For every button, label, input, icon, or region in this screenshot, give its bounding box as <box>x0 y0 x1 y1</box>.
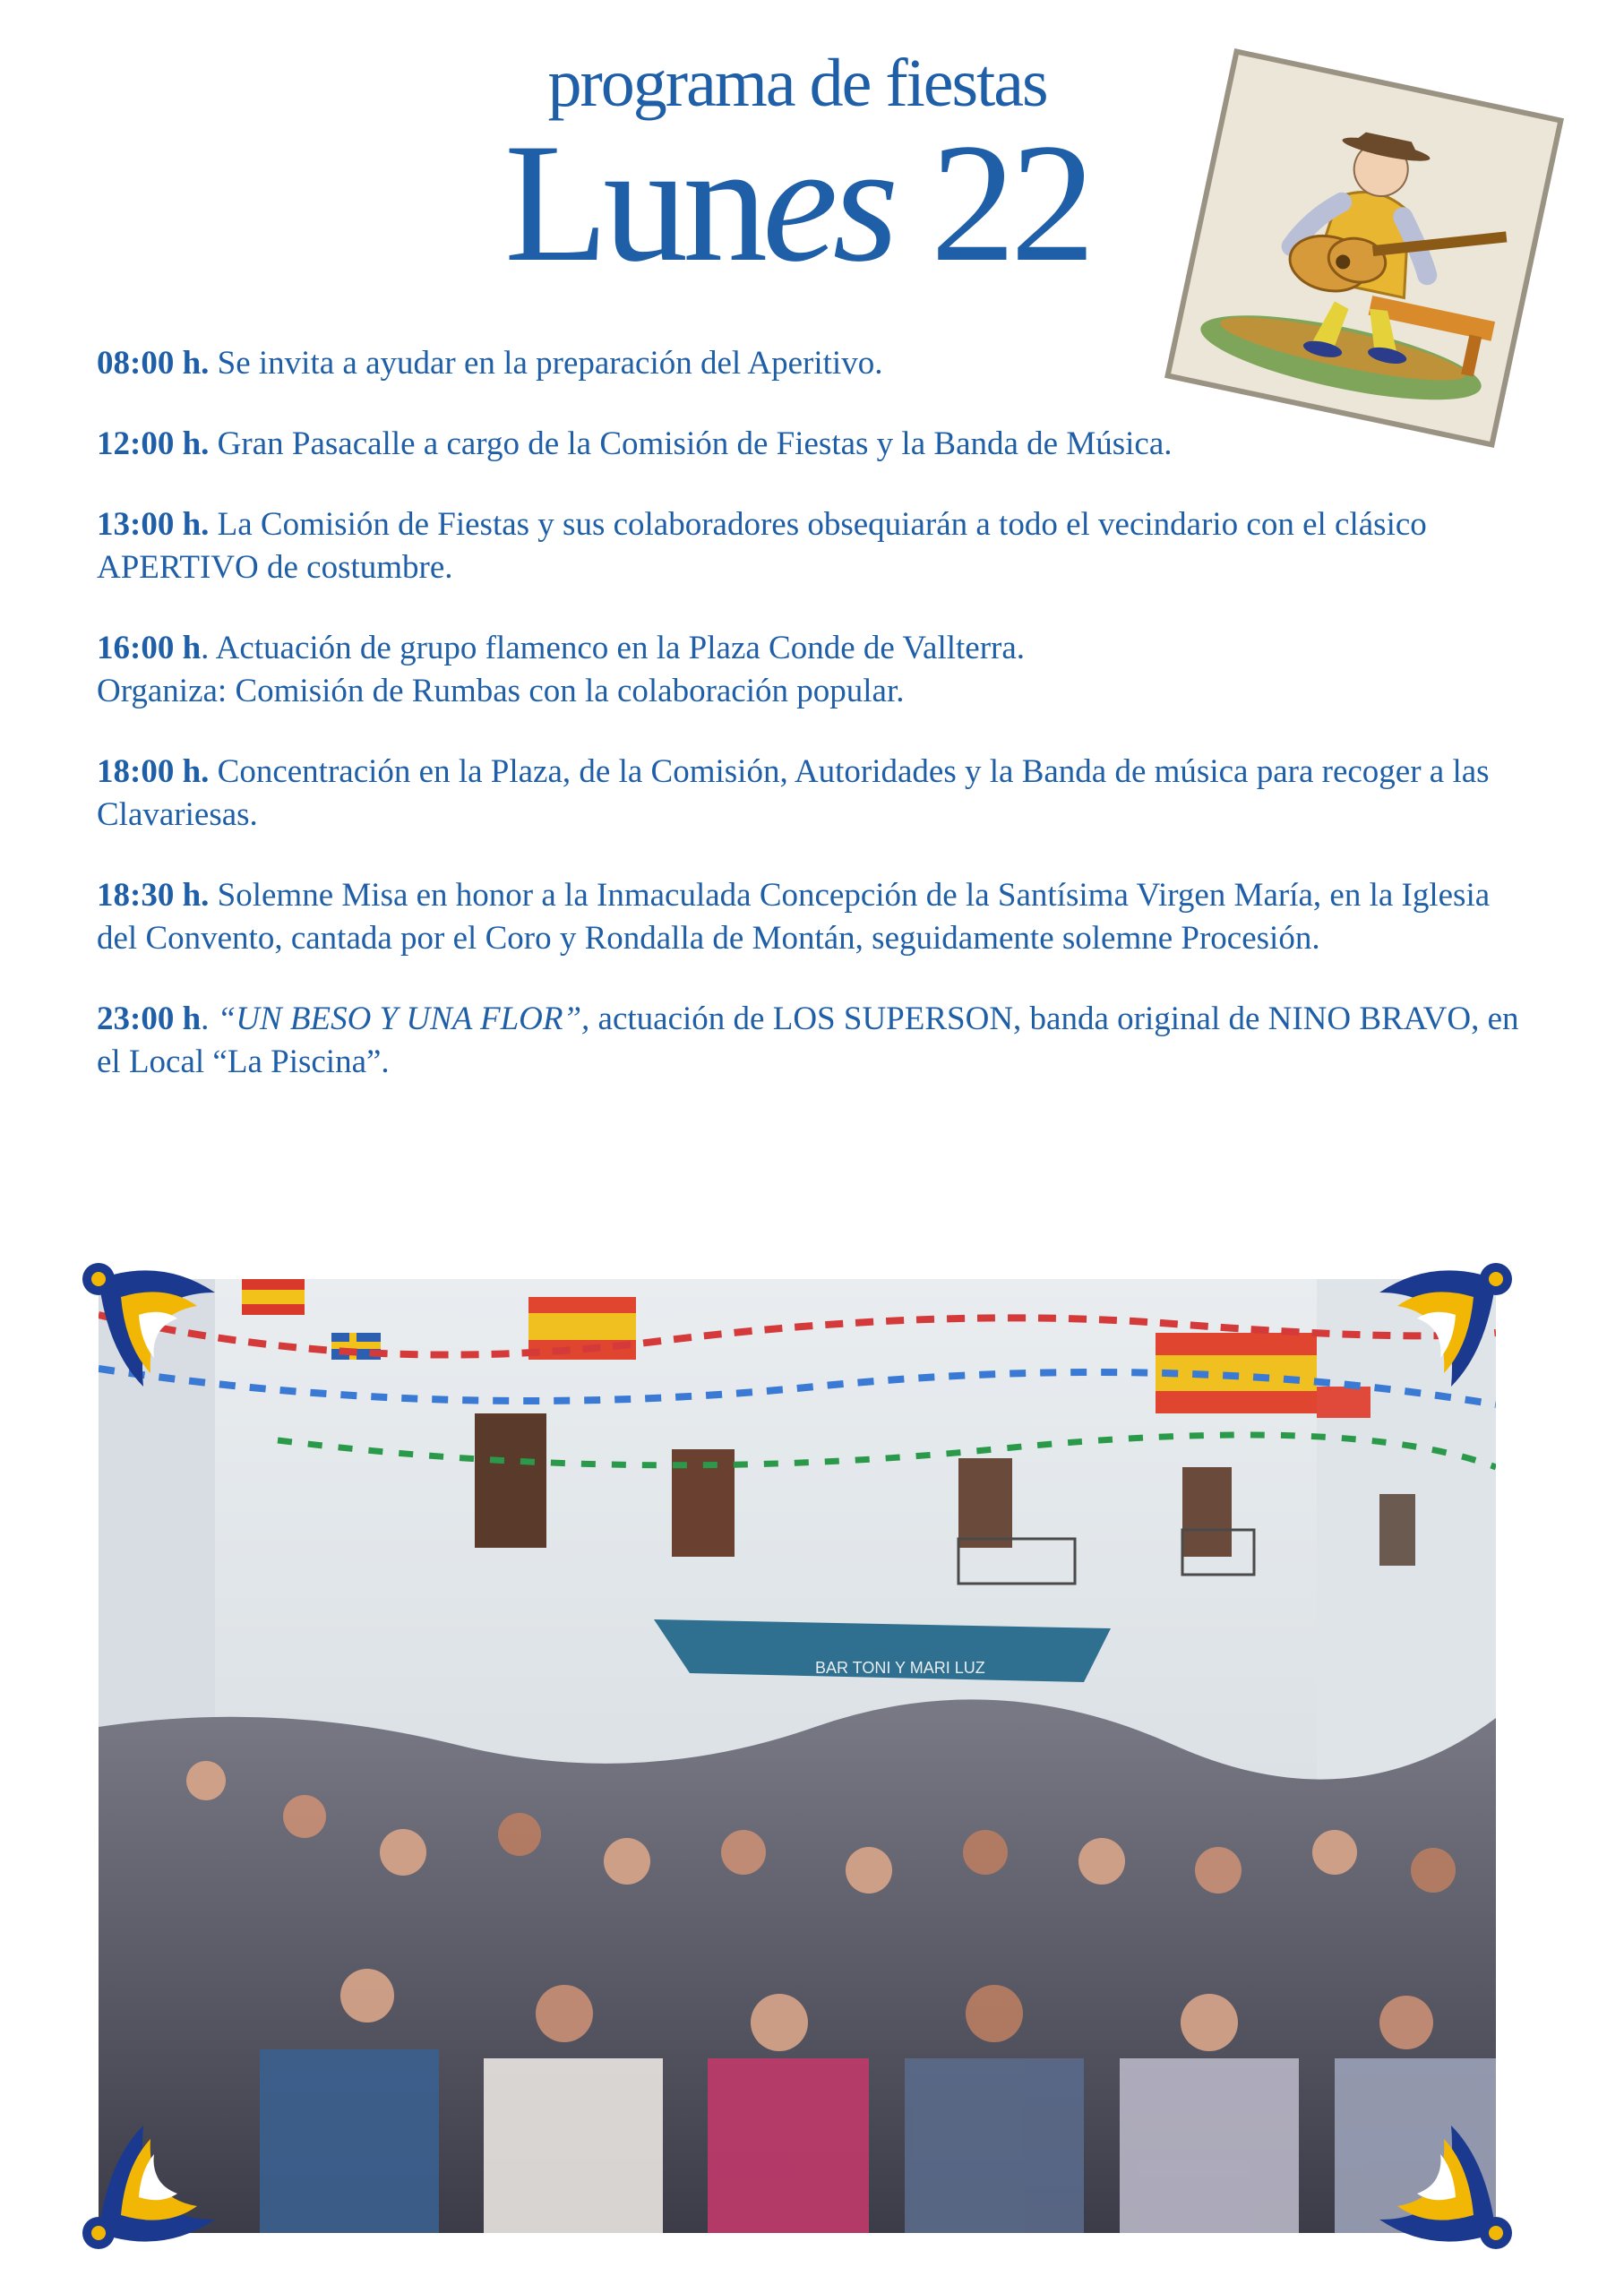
entry-text-italic: “UN BESO Y UNA FLOR”, <box>217 1001 590 1037</box>
entry-text: Gran Pasacalle a cargo de la Comisión de Fiestas y la Banda de Música. <box>209 425 1173 462</box>
program-entry <box>97 998 1530 1084</box>
entry-time: 23:00 h <box>97 1001 202 1037</box>
title-part-1: Lun <box>504 109 763 297</box>
ornament-corner-icon <box>1335 1252 1523 1440</box>
entry-text-post: actuación de LOS SUPERSON, banda original de NINO BRAVO, en el Local “La Piscina”. <box>97 1001 1519 1080</box>
entry-time: 08:00 h. <box>97 345 210 382</box>
header-subtitle: programa de fiestas <box>547 46 1047 121</box>
entry-time: 12:00 h. <box>97 425 210 462</box>
entry-time: 18:30 h. <box>97 877 210 914</box>
ornament-corner-icon <box>72 1252 260 1440</box>
entry-time: 13:00 h. <box>97 506 210 543</box>
street-dance-photo <box>99 1279 1496 2233</box>
page-header <box>430 46 1164 297</box>
entry-text: . Actuación de grupo flamenco en la Plaza Conde de Vallterra. <box>201 630 1026 666</box>
ornament-corner-icon <box>72 2072 260 2260</box>
entry-text-line-2: Organiza: Comisión de Rumbas con la colaboración popular. <box>97 673 905 709</box>
program-entry <box>97 627 1530 713</box>
entry-time: 16:00 h <box>97 630 202 666</box>
entry-text-pre: . <box>201 1001 218 1037</box>
entry-text: Concentración en la Plaza, de la Comisión, Autoridades y la Banda de música para recoger a las Clavariesas. <box>97 753 1490 833</box>
entry-text: Solemne Misa en honor a la Inmaculada Concepción de la Santísima Virgen María, en la Iglesia del Convento, cantada por el Coro y Rondalla de Montán, seguidamente solemne Procesión. <box>97 877 1491 957</box>
program-entry <box>97 342 1530 385</box>
program-entry <box>97 751 1530 837</box>
title-part-2: es <box>762 109 894 297</box>
header-title <box>430 109 1164 297</box>
program-list <box>97 342 1530 1121</box>
entry-time: 18:00 h. <box>97 753 210 790</box>
program-entry <box>97 874 1530 960</box>
title-part-3: 22 <box>893 109 1090 297</box>
program-entry <box>97 423 1530 466</box>
ornament-corner-icon <box>1335 2072 1523 2260</box>
bar-sign-text: BAR TONI Y MARI LUZ <box>815 1659 985 1677</box>
festival-photo-frame <box>72 1252 1523 2260</box>
program-entry <box>97 503 1530 589</box>
entry-text: La Comisión de Fiestas y sus colaboradores obsequiarán a todo el vecindario con el clásico APERTIVO de costumbre. <box>97 506 1427 586</box>
entry-text: Se invita a ayudar en la preparación del Aperitivo. <box>209 345 883 382</box>
